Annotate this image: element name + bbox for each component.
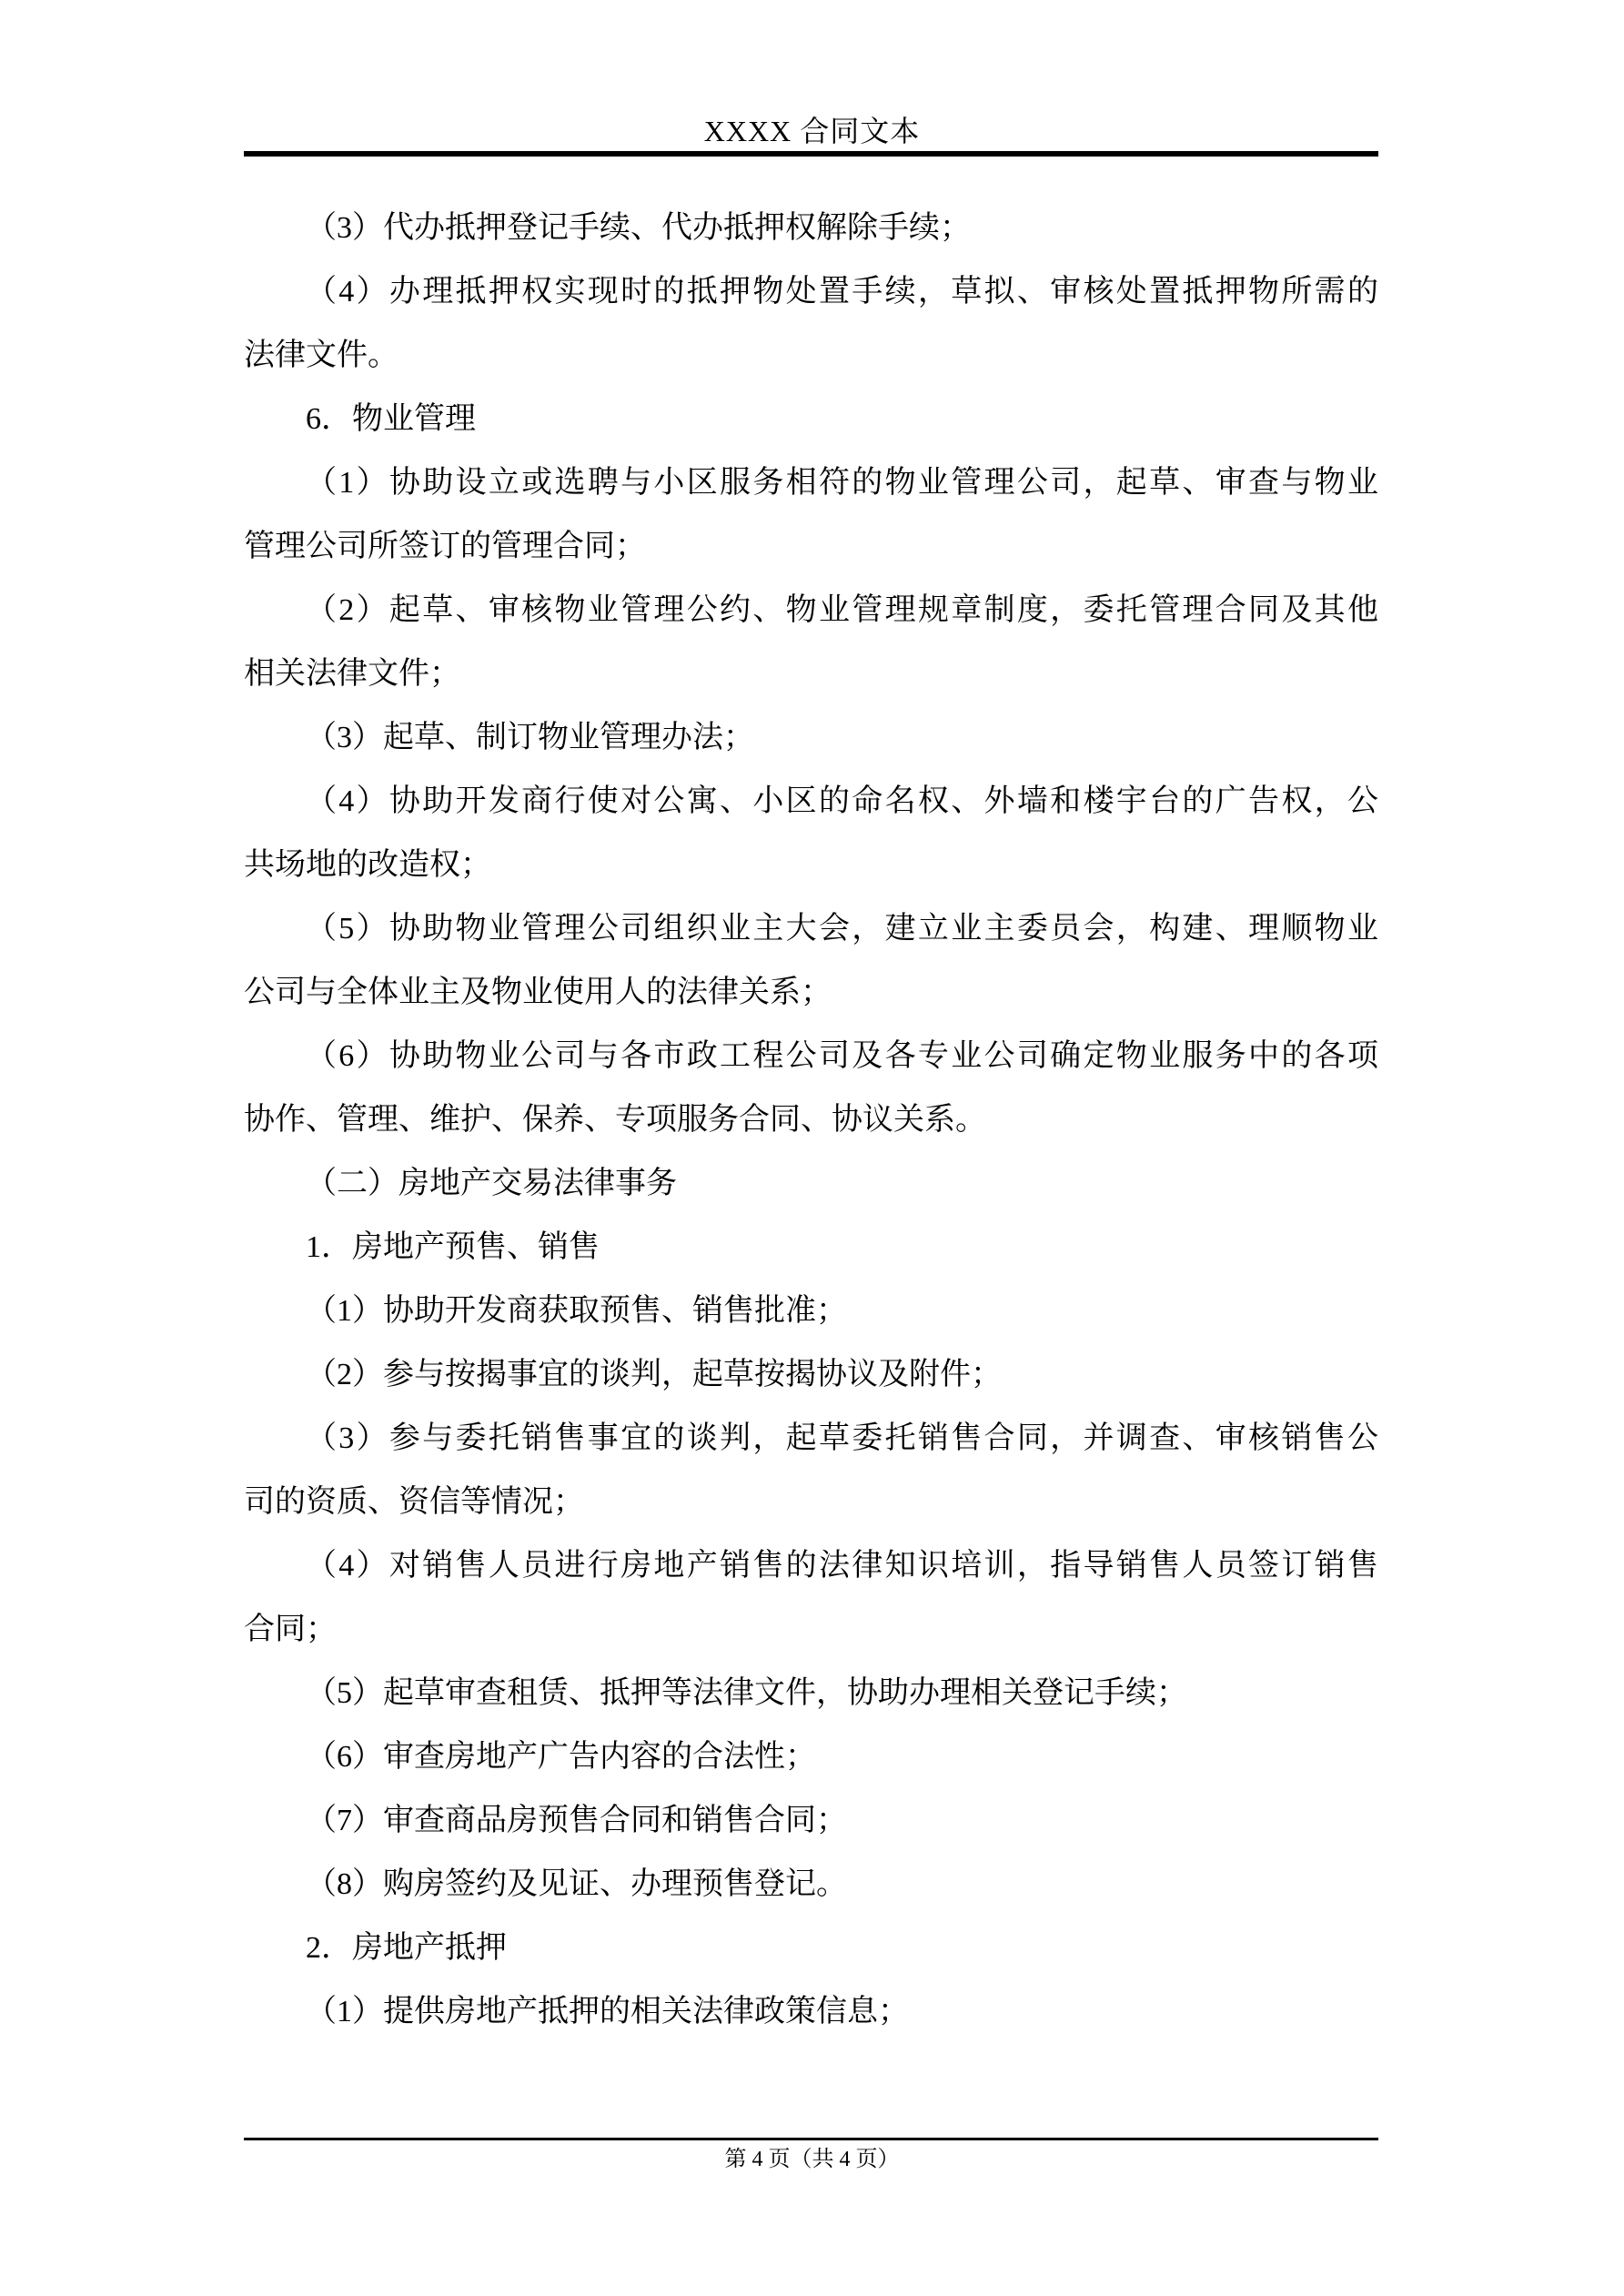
text-line: （6）协助物业公司与各市政工程公司及各专业公司确定物业服务中的各项 — [306, 1039, 1378, 1073]
text-line: （5）协助物业管理公司组织业主大会，建立业主委员会，构建、理顺物业 — [306, 912, 1378, 946]
text-line: 司的资质、资信等情况； — [244, 1485, 584, 1519]
text-line: 公司与全体业主及物业使用人的法律关系； — [244, 976, 832, 1009]
text-line: （3）起草、制订物业管理办法； — [306, 721, 754, 754]
text-line: （4）对销售人员进行房地产销售的法律知识培训，指导销售人员签订销售 — [306, 1549, 1378, 1583]
text-line: （二）房地产交易法律事务 — [306, 1167, 677, 1200]
text-line: 相关法律文件； — [244, 657, 460, 691]
text-line: （1）提供房地产抵押的相关法律政策信息； — [306, 1995, 909, 2028]
text-line: 合同； — [244, 1613, 337, 1646]
text-line: （4）办理抵押权实现时的抵押物处置手续，草拟、审核处置抵押物所需的 — [306, 275, 1378, 308]
text-line: 1．房地产预售、销售 — [306, 1230, 600, 1264]
text-line: 2．房地产抵押 — [306, 1931, 507, 1965]
text-line: （1）协助设立或选聘与小区服务相符的物业管理公司，起草、审查与物业 — [306, 466, 1378, 500]
text-line: （3）参与委托销售事宜的谈判，起草委托销售合同，并调查、审核销售公 — [306, 1421, 1378, 1455]
text-line: 法律文件。 — [244, 339, 398, 372]
text-line: （1）协助开发商获取预售、销售批准； — [306, 1294, 847, 1328]
text-line: 管理公司所签订的管理合同； — [244, 530, 646, 563]
header-rule — [244, 151, 1378, 157]
text-line: （7）审查商品房预售合同和销售合同； — [306, 1804, 847, 1837]
text-line: 共场地的改造权； — [244, 848, 491, 882]
document-body — [244, 197, 1378, 2044]
text-line: 协作、管理、维护、保养、专项服务合同、协议关系。 — [244, 1103, 986, 1137]
page-header-title: XXXX 合同文本 — [703, 115, 921, 147]
text-line: （4）协助开发商行使对公寓、小区的命名权、外墙和楼宇台的广告权，公 — [306, 784, 1378, 818]
footer-page-number: 第 4 页（共 4 页） — [724, 2148, 900, 2171]
text-line: （3）代办抵押登记手续、代办抵押权解除手续； — [306, 211, 971, 245]
text-line: （5）起草审查租赁、抵押等法律文件，协助办理相关登记手续； — [306, 1676, 1187, 1710]
text-line: （8）购房签约及见证、办理预售登记。 — [306, 1867, 847, 1901]
text-line: 6．物业管理 — [306, 402, 476, 436]
text-line: （2）参与按揭事宜的谈判，起草按揭协议及附件； — [306, 1358, 1002, 1391]
text-line: （6）审查房地产广告内容的合法性； — [306, 1740, 816, 1774]
text-line: （2）起草、审核物业管理公约、物业管理规章制度，委托管理合同及其他 — [306, 593, 1378, 627]
